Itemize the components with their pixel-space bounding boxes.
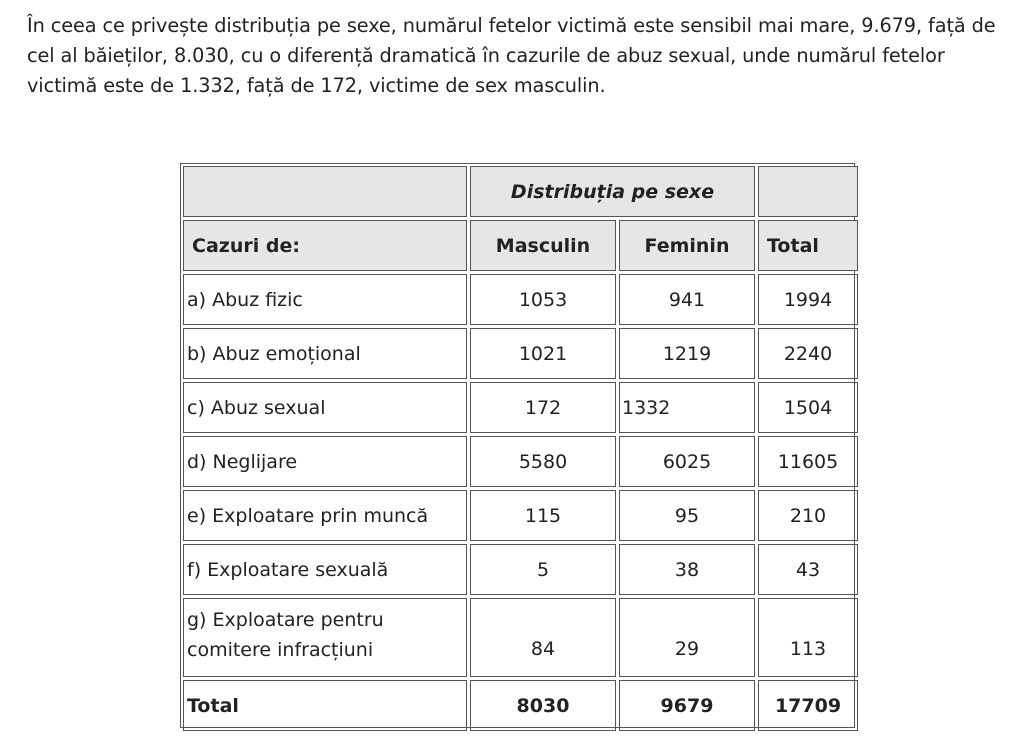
table-column-header-row	[183, 220, 858, 271]
distribution-table-grid	[180, 163, 861, 734]
row-female-value: 29	[619, 598, 755, 677]
row-female-value: 6025	[619, 436, 755, 487]
row-female-value: 95	[619, 490, 755, 541]
row-total-value: 11605	[758, 436, 858, 487]
table-row	[183, 436, 858, 487]
row-female-value: 38	[619, 544, 755, 595]
row-male-value: 5	[470, 544, 616, 595]
row-total-value: 2240	[758, 328, 858, 379]
row-male-value: 1021	[470, 328, 616, 379]
total-total-value: 17709	[758, 680, 858, 731]
row-total-value: 43	[758, 544, 858, 595]
row-label: d) Neglijare	[183, 436, 467, 487]
group-header-cell: Distribuția pe sexe	[470, 166, 755, 217]
total-row-label: Total	[183, 680, 467, 731]
row-label: g) Exploatare pentru comitere infracțiuni	[183, 598, 467, 677]
col-header-cases: Cazuri de:	[183, 220, 467, 271]
table-row	[183, 382, 858, 433]
row-female-value: 1219	[619, 328, 755, 379]
row-label: c) Abuz sexual	[183, 382, 467, 433]
row-male-value: 1053	[470, 274, 616, 325]
table-group-header-row	[183, 166, 858, 217]
row-label: e) Exploatare prin muncă	[183, 490, 467, 541]
row-total-value: 1994	[758, 274, 858, 325]
row-male-value: 5580	[470, 436, 616, 487]
header-empty-cell	[183, 166, 467, 217]
col-header-female: Feminin	[619, 220, 755, 271]
row-label: b) Abuz emoțional	[183, 328, 467, 379]
table-row	[183, 598, 858, 677]
row-total-value: 1504	[758, 382, 858, 433]
row-label: a) Abuz fizic	[183, 274, 467, 325]
col-header-total: Total	[758, 220, 858, 271]
table-row	[183, 328, 858, 379]
row-female-value: 941	[619, 274, 755, 325]
col-header-male: Masculin	[470, 220, 616, 271]
row-female-value: 1332	[619, 382, 755, 433]
table-row	[183, 490, 858, 541]
distribution-table	[180, 163, 855, 728]
row-male-value: 172	[470, 382, 616, 433]
total-male-value: 8030	[470, 680, 616, 731]
table-row	[183, 274, 858, 325]
row-male-value: 115	[470, 490, 616, 541]
table-total-row	[183, 680, 858, 731]
row-male-value: 84	[470, 598, 616, 677]
row-label: f) Exploatare sexuală	[183, 544, 467, 595]
intro-paragraph: În ceea ce privește distribuția pe sexe, numărul fetelor victimă este sensibil mai mare, 9.679, față de cel al băieților, 8.030, cu o diferență dramatică în cazurile de abuz sexual, unde numărul fetelor victimă este de 1.332, față de 172, victime de sex masculin.	[27, 14, 996, 97]
table-row	[183, 544, 858, 595]
header-empty-cell	[758, 166, 858, 217]
total-female-value: 9679	[619, 680, 755, 731]
row-total-value: 113	[758, 598, 858, 677]
row-total-value: 210	[758, 490, 858, 541]
